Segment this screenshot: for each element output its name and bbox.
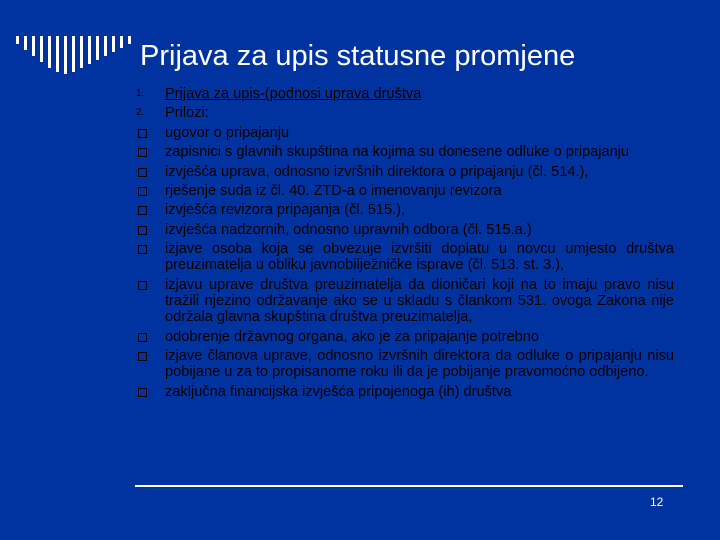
list-item bbox=[136, 164, 674, 180]
page-number: 12 bbox=[650, 495, 664, 509]
list-item bbox=[136, 183, 674, 199]
hollow-square-bullet-icon bbox=[138, 226, 147, 235]
list-item bbox=[136, 329, 674, 345]
footer-divider bbox=[135, 485, 683, 487]
decor-bar bbox=[32, 36, 35, 56]
list-number: 2. bbox=[136, 107, 145, 119]
decor-bar bbox=[72, 36, 75, 72]
decor-bar bbox=[88, 36, 91, 64]
hollow-square-bullet-icon bbox=[138, 281, 147, 290]
list-item-text: ugovor o pripajanju bbox=[165, 124, 290, 141]
decor-bar bbox=[96, 36, 99, 60]
list-item-text: izvješća revizora pripajanja (čl. 515.), bbox=[165, 202, 406, 219]
hollow-square-bullet-icon bbox=[138, 333, 147, 342]
list-item bbox=[136, 222, 674, 238]
content-list bbox=[136, 86, 674, 403]
hollow-square-bullet-icon bbox=[138, 388, 147, 397]
list-item-text: Prijava za upis-(podnosi uprava društva bbox=[165, 86, 422, 102]
decor-bar bbox=[104, 36, 107, 56]
decor-bar bbox=[80, 36, 83, 68]
hollow-square-bullet-icon bbox=[138, 148, 147, 157]
decor-bar bbox=[40, 36, 43, 62]
hollow-square-bullet-icon bbox=[138, 168, 147, 177]
decor-bar bbox=[64, 36, 67, 74]
hollow-square-bullet-icon bbox=[138, 352, 147, 361]
list-item-text: odobrenje državnog organa, ako je za pripajanje potrebno bbox=[165, 328, 540, 345]
hollow-square-bullet-icon bbox=[138, 187, 147, 196]
decor-bar bbox=[56, 36, 59, 72]
slide-title: Prijava za upis statusne promjene bbox=[140, 40, 576, 72]
list-item-text: Prilozi: bbox=[165, 105, 209, 122]
decor-bar bbox=[48, 36, 51, 68]
list-item bbox=[136, 144, 674, 160]
list-item-text: izvješća nadzornih, odnosno upravnih odbora (čl. 515.a.) bbox=[165, 221, 532, 238]
list-item-text: rješenje suda iz čl. 40. ZTD-a o imenovanju revizora bbox=[165, 182, 502, 199]
decor-bar bbox=[16, 36, 19, 44]
decor-bar bbox=[24, 36, 27, 50]
list-item bbox=[136, 277, 674, 326]
list-item bbox=[136, 125, 674, 141]
list-item-text: zaključna financijska izvješća pripojenoga (ih) društva bbox=[165, 383, 512, 400]
list-item-text: izjave osoba koja se obvezuje izvršiti doplatu u novcu umjesto društva preuzimatelja u obliku javnobilježničke isprave (čl. 513. st. 3.), bbox=[165, 241, 674, 274]
list-item-text: izjavu uprave društva preuzimatelja da dioničari koji na to imaju pravo nisu tražili njezino održavanje ako se u skladu s člankom 531. ovoga Zakona nije održala glavna skupština društva preuzimatelja, bbox=[165, 276, 674, 326]
hollow-square-bullet-icon bbox=[138, 245, 147, 254]
list-item-text: zapisnici s glavnih skupština na kojima su donesene odluke o pripajanju bbox=[165, 144, 630, 161]
hollow-square-bullet-icon bbox=[138, 206, 147, 215]
decor-bar bbox=[112, 36, 115, 52]
list-item bbox=[136, 86, 674, 102]
list-item bbox=[136, 202, 674, 218]
list-item-text: izjave članova uprave, odnosno izvršnih direktora da odluke o pripajanju nisu pobijane u za to propisanome roku ili da je pobijanje pravomoćno odbijeno. bbox=[165, 347, 674, 381]
list-item bbox=[136, 241, 674, 273]
list-item bbox=[136, 384, 674, 400]
decor-bar bbox=[128, 36, 131, 44]
hollow-square-bullet-icon bbox=[138, 129, 147, 138]
decor-bar bbox=[120, 36, 123, 48]
list-item bbox=[136, 105, 674, 121]
list-item bbox=[136, 348, 674, 380]
list-number: 1. bbox=[136, 88, 145, 99]
list-item-text: izvješća uprava, odnosno izvršnih direktora o pripajanju (čl. 514.), bbox=[165, 163, 589, 180]
